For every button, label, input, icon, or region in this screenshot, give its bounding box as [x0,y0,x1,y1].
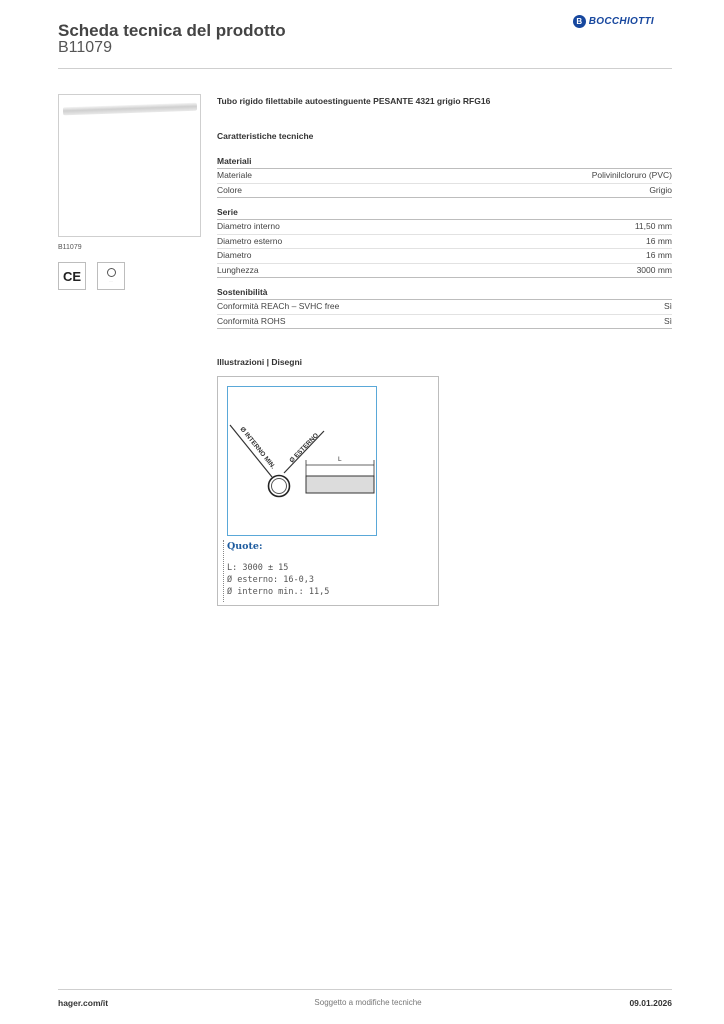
footer-notice: Soggetto a modifiche tecniche [314,998,422,1007]
technical-drawing [217,376,439,606]
quote-line: Ø interno min.: 11,5 [227,587,330,597]
spec-value: Sì [663,301,672,311]
label-outer-diameter: Ø ESTERNO [288,431,321,465]
spec-label: Conformità ROHS [217,315,286,326]
spec-label: Conformità REACh – SVHC free [217,301,340,311]
section-materiali [217,155,672,198]
quote-line: L: 3000 ± 15 [227,563,289,573]
spec-row [217,184,672,199]
tube-side-view [306,476,374,493]
quote-line: Ø esterno: 16-0,3 [227,575,314,585]
spec-row [217,220,672,235]
spec-row [217,169,672,184]
spec-value: 16 mm [646,235,672,246]
spec-value: 11,50 mm [634,221,672,231]
illustrations-heading: Illustrazioni | Disegni [217,357,303,367]
brand-logo [573,15,654,28]
image-caption: B11079 [58,244,82,251]
section-title: Sostenibilità [217,286,672,300]
spec-label: Materiale [217,170,252,180]
spec-value: 16 mm [646,250,672,260]
footer-divider [58,989,672,990]
spec-row [217,315,672,330]
page-title: Scheda tecnica del prodotto [58,21,286,40]
spec-label: Diametro interno [217,221,280,231]
product-image [58,94,201,237]
tube-section-inner [272,479,287,494]
quote-title: Quote: [227,541,263,552]
spec-label: Colore [217,184,243,195]
drawing-canvas [227,386,377,536]
imq-icon [97,262,125,290]
spec-row [217,264,672,279]
spec-sections [217,155,672,337]
section-sostenibilita [217,286,672,329]
spec-row [217,235,672,250]
spec-row [217,300,672,315]
footer-date: 09.01.2026 [629,998,672,1008]
section-serie [217,206,672,278]
spec-value: Sì [663,315,672,326]
label-inner-diameter: Ø INTERNO MIN. [238,425,277,471]
footer-website: hager.com/it [58,998,109,1008]
imq-mark-text: ···· [109,278,113,283]
brand-wordmark: BOCCHIOTTI [588,16,654,27]
label-length: L [338,456,342,463]
spec-row [217,249,672,264]
imq-circle-icon [107,268,116,277]
header-divider [58,68,672,69]
inner-diameter-leader [230,425,272,477]
spec-value: Polivinilcloruro (PVC) [591,170,672,180]
brand-mark-icon: B [573,15,586,28]
spec-label: Lunghezza [217,264,259,275]
spec-heading: Caratteristiche tecniche [217,131,314,141]
dimension-drawing [228,387,376,535]
product-code: B11079 [58,39,112,56]
spec-value: 3000 mm [636,264,672,275]
section-title: Materiali [217,155,672,169]
product-description: Tubo rigido filettabile autoestinguente PESANTE 4321 grigio RFG16 [217,96,491,106]
ce-icon: CE [58,262,86,290]
spec-label: Diametro [217,250,252,260]
section-title: Serie [217,206,672,220]
spec-value: Grigio [649,184,672,195]
spec-label: Diametro esterno [217,235,283,246]
dotted-margin [223,540,225,602]
tube-illustration [63,103,197,116]
